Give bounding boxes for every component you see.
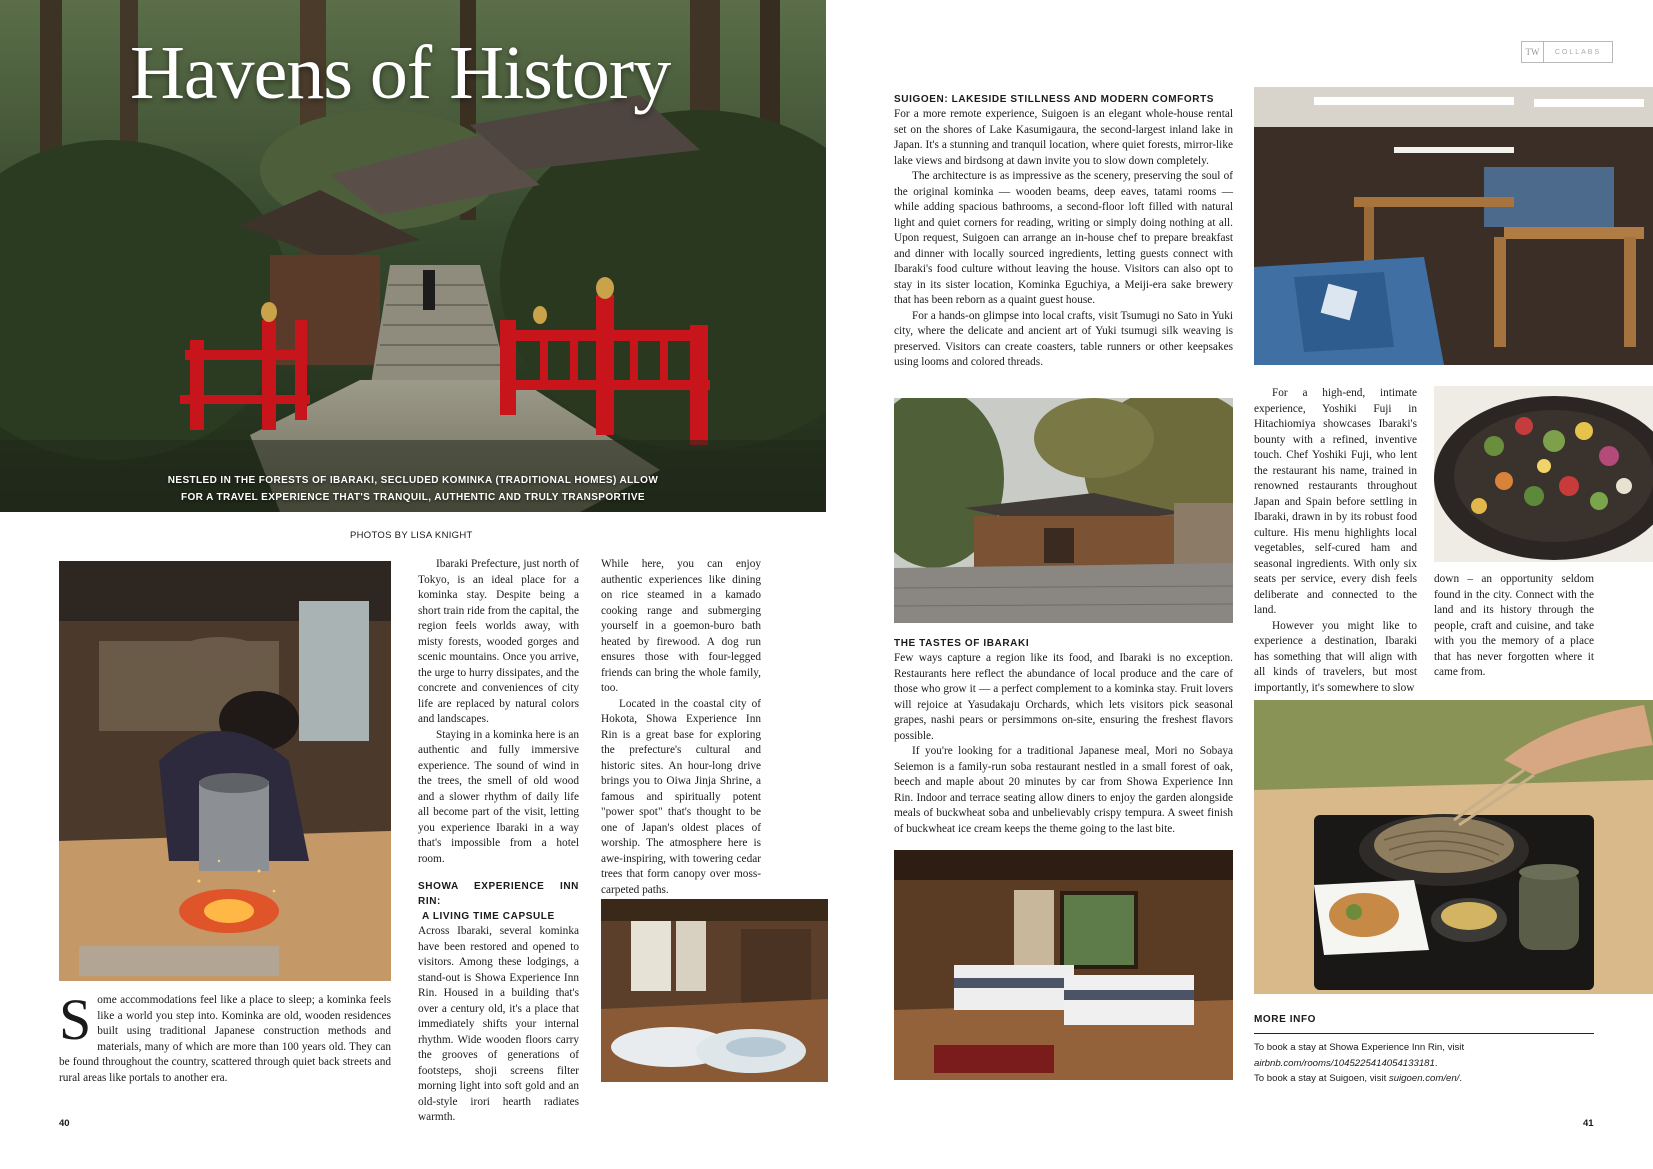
more-info-heading: MORE INFO [1254, 1012, 1594, 1034]
col2-paragraph-2: Located in the coastal city of Hokota, Showa Experience Inn Rin is a great base for exploring the prefecture's cultural and historic sites. An hour-long drive brings you to Oiwa Jinja Shrine, a famous and spiritually potent "power spot" that's thought to be one of Japan's oldest places of worship. The atmosphere here is awe-inspiring, with towering cedar trees that form canopy over moss-carpeted paths. [601, 697, 761, 896]
more-info-line-2-row [1254, 1071, 1614, 1087]
collabs-label: COLLABS [1554, 48, 1602, 56]
intro-text: ome accommodations feel like a place to sleep; a kominka feels like a world you step into. Kominka are old, wooden residences built using traditional Japanese construction methods and materials, many of which are more than 100 years old. They can be found throughout the country, scattered through quiet back streets and rural areas like portals to another era. [59, 994, 391, 1084]
suigoen-heading: SUIGOEN: LAKESIDE STILLNESS AND MODERN COMFORTS [894, 94, 1215, 105]
tastes-heading: THE TASTES OF IBARAKI [894, 638, 1030, 649]
col1-paragraph-2: Staying in a kominka here is an authentic and fully immersive experience. The sound of wind in the trees, the smell of old wood and a slower rhythm of daily life all become part of the visit, letting you experience Ibaraki in a way that's impossible from a hotel room. [418, 728, 579, 865]
column-4 [1254, 386, 1417, 696]
more-info-link-1-row [1254, 1056, 1614, 1072]
tastes-paragraph-1: Few ways capture a region like its food, and Ibaraki is no exception. Restaurants here reflect the abundance of local produce and the care of those who grow it — a perfect complement to a kominka stay. Fruit lovers will rejoice at Yasudakaju Orchards, which lets visitors pick seasonal grapes, nashi pears or persimmons on-site, ensuring the freshest flavors possible. [894, 652, 1233, 742]
photo-credit: PHOTOS BY LISA KNIGHT [350, 530, 473, 541]
col1-paragraph-1: Ibaraki Prefecture, just north of Tokyo, is an ideal place for a kominka stay. Despite being a short train ride from the capital, the region feels worlds away, with misty forests, wooded gorges and scenic mountains. Once you arrive, the urge to hurry dissipates, and the concrete and conveniences of city life are replaced by natural colors and landscapes. [418, 558, 579, 725]
hero-caption-line-2: FOR A TRAVEL EXPERIENCE THAT'S TRANQUIL, AUTHENTIC AND TRULY TRANSPORTIVE [180, 492, 645, 503]
page-number-left: 40 [59, 1118, 70, 1129]
suigoen-paragraph-3: For a hands-on glimpse into local crafts, visit Tsumugi no Sato in Yuki city, where the delicate and ancient art of Yuki tsumugi silk weaving is preserved. Visitors can create coasters, table runners or other keepsakes using looms and colored threads. [894, 309, 1233, 368]
more-info-line-1: To book a stay at Showa Experience Inn Rin, visit [1254, 1042, 1465, 1053]
more-info-block [1254, 1040, 1614, 1087]
more-info-line-2: To book a stay at Suigoen, visit [1254, 1073, 1389, 1084]
showa-heading [418, 879, 579, 924]
showa-heading-line-2: A LIVING TIME CAPSULE [422, 911, 555, 922]
tastes-paragraph-2: If you're looking for a traditional Japanese meal, Mori no Sobaya Seiemon is a family-run soba restaurant nestled in a small forest of oak, beech and maple about 20 minutes by car from Showa Experience Inn Rin. Indoor and terrace seating allow diners to enjoy the garden alongside meals of buckwheat soba and unbelievably crispy tempura. A sweet finish of buckwheat ice cream keeps the theme going to the last bite. [894, 745, 1233, 835]
hero-caption-line-1: NESTLED IN THE FORESTS OF IBARAKI, SECLUDED KOMINKA (TRADITIONAL HOMES) ALLOW [167, 475, 659, 486]
col5-paragraph-1: down – an opportunity seldom found in the city. Connect with the land and its history through the people, craft and cuisine, and take with you the memory of a place that has never forgotten where it came from. [1434, 573, 1594, 678]
column-5 [1434, 572, 1594, 681]
airbnb-link[interactable]: airbnb.com/rooms/1045225414054133181 [1254, 1057, 1435, 1069]
tastes-section [894, 636, 1233, 837]
col2-paragraph-1: While here, you can enjoy authentic experiences like dining on rice steamed in a kamado cooking range and submerging yourself in a goemon-buro bath heated by firewood. A dog run ensures those with four-legged friends can bring the whole family, too. [601, 558, 761, 694]
suigoen-section [894, 92, 1233, 371]
showa-heading-line-1: SHOWA EXPERIENCE INN RIN: [418, 881, 579, 907]
col4-paragraph-1: For a high-end, intimate experience, Yoshiki Fuji in Hitachiomiya showcases Ibaraki's bounty with a refined, inventive touch. Chef Yoshiki Fuji, who lent the restaurant his name, trained in renowned restaurants throughout Japan and Spain before settling in Ibaraki, drawn in by its robust food culture. His menu highlights local vegetables, self-cured ham and seasonal ingredients. With only six seats per service, every dish feels deliberate and connected to the land. [1254, 387, 1417, 616]
hero-caption [0, 472, 826, 506]
column-2 [601, 557, 761, 898]
column-1 [418, 557, 579, 1126]
suigoen-paragraph-1: For a more remote experience, Suigoen is an elegant whole-house rental set on the shores of Lake Kasumigaura, the second-largest inland lake in Japan. It's a stunning and tranquil location, where quiet forests, mirror-like lake views and birdsong at dawn invite you to slow down completely. [894, 108, 1233, 167]
photo-kitchen-hearth [59, 561, 391, 981]
photo-suigoen-house [894, 398, 1233, 623]
article-title: Havens of History [130, 31, 671, 115]
photo-bedroom [894, 850, 1233, 1080]
suigoen-link[interactable]: suigoen.com/en/ [1388, 1073, 1460, 1084]
more-info-period-1: . [1434, 1057, 1438, 1069]
suigoen-paragraph-2: The architecture is as impressive as the scenery, preserving the soul of the original kominka — wooden beams, deep eaves, tatami rooms — while adding spacious bathrooms, a second-floor loft filled with natural light and quiet corners for reading, writing or simply doing nothing at all. Upon request, Suigoen can arrange an in-house chef to prepare breakfast and dinner with locally sourced ingredients, letting guests connect with Ibaraki's food culture without leaving the house. Visitors can also opt to stay in its sister location, Kominka Eguchiya, a Meiji-era sake brewery that has been reborn as a quaint guest house. [894, 170, 1233, 306]
col4-paragraph-2: However you might like to experience a destination, Ibaraki has something that will align with all kinds of travelers, but most importantly, it's somewhere to slow [1254, 619, 1417, 694]
tw-logo-mark: TW [1522, 42, 1544, 62]
col1-paragraph-3: Across Ibaraki, several kominka have been restored and opened to visitors. Among these lodgings, a stand-out is Showa Experience Inn Rin. Housed in a building that's over a century old, it's a place that immediately shifts your internal rhythm. Wide wooden floors carry the grooves of generations of footsteps, shoji screens filter morning light into soft gold and an old-style irori hearth radiates warmth. [418, 925, 579, 1123]
photo-plated-dish [1434, 386, 1653, 562]
collabs-badge [1521, 41, 1613, 63]
intro-paragraph [59, 987, 391, 1086]
photo-weaving-looms [1254, 87, 1653, 365]
drop-cap: S [59, 987, 92, 1052]
photo-soba-tray [1254, 700, 1653, 994]
page-number-right: 41 [1583, 1118, 1594, 1129]
more-info-period-2: . [1459, 1073, 1462, 1084]
photo-futon-room [601, 899, 828, 1082]
